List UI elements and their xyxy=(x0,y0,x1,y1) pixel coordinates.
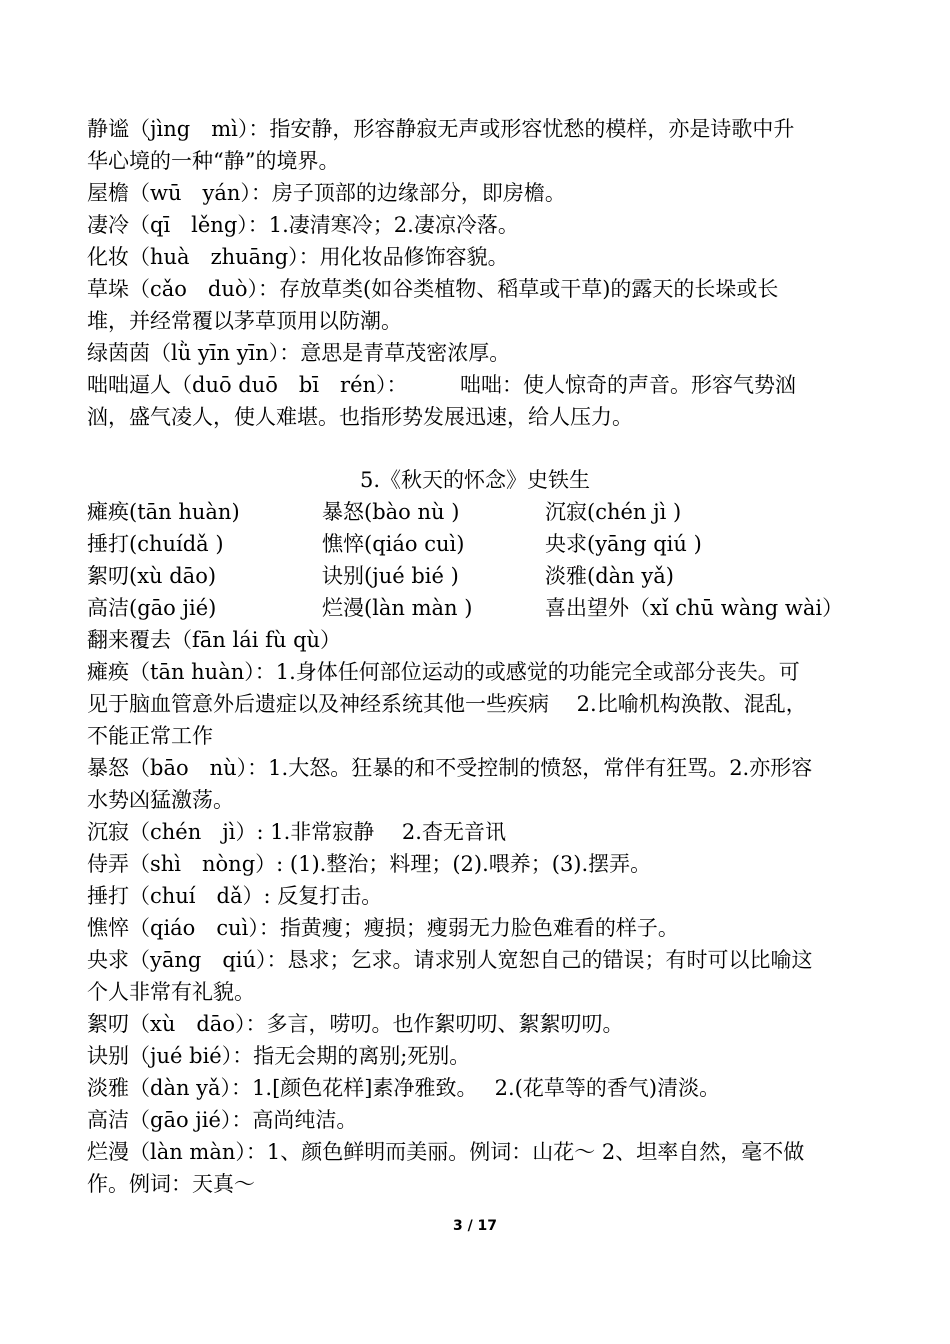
definition-line: 捶打（chuí dǎ）: 反复打击。 xyxy=(87,884,383,908)
vocab-item: 喜出望外（xǐ chū wàng wài） xyxy=(545,596,844,620)
vocab-item: 淡雅(dàn yǎ) xyxy=(545,564,674,588)
vocab-item: 烂漫(làn màn ) xyxy=(322,596,473,620)
page-number: 3 / 17 xyxy=(452,1218,498,1234)
vocab-item: 高洁(gāo jié) xyxy=(87,596,217,620)
vocab-item: 诀别(jué bié ) xyxy=(322,564,459,588)
definition-line: 诀别（jué bié）：指无会期的离别;死别。 xyxy=(87,1044,471,1068)
vocab-item: 絮叨(xù dāo) xyxy=(87,564,217,588)
vocab-item: 暴怒(bào nù ) xyxy=(322,500,460,524)
text-line: 华心境的一种“静”的境界。 xyxy=(87,149,340,173)
text-line: 绿茵茵（lǜ yīn yīn）：意思是青草茂密浓厚。 xyxy=(87,341,511,365)
text-line: 咄咄逼人（duō duō bī rén）： 咄咄：使人惊奇的声音。形容气势汹 xyxy=(87,373,797,397)
text-line: 屋檐（wū yán）：房子顶部的边缘部分，即房檐。 xyxy=(87,181,566,205)
vocab-item: 沉寂(chén jì ) xyxy=(545,500,682,524)
definition-line: 不能正常工作 xyxy=(87,724,213,748)
text-line: 化妆（huà zhuāng）：用化妆品修饰容貌。 xyxy=(87,245,509,269)
definition-line: 作。例词：天真～ xyxy=(87,1172,255,1196)
vocab-item: 瘫痪(tān huàn) xyxy=(87,500,240,524)
definition-line: 水势凶猛激荡。 xyxy=(87,788,234,812)
text-line: 草垛（cǎo duò）：存放草类(如谷类植物、稻草或干草)的露天的长垛或长 xyxy=(87,277,779,301)
definition-line: 憔悴（qiáo cuì）：指黄瘦；瘦损；瘦弱无力脸色难看的样子。 xyxy=(87,916,679,940)
vocab-item: 央求(yāng qiú ) xyxy=(545,532,702,556)
section-title: 5.《秋天的怀念》史铁生 xyxy=(359,468,591,492)
text-line: 静谧（jìng mì）：指安静，形容静寂无声或形容忧愁的模样，亦是诗歌中升 xyxy=(87,117,795,141)
definition-line: 淡雅（dàn yǎ）：1.[颜色花样]素净雅致。 2.(花草等的香气)清淡。 xyxy=(87,1076,721,1100)
vocab-item: 憔悴(qiáo cuì) xyxy=(322,532,465,556)
vocab-item: 翻来覆去（fān lái fù qù） xyxy=(87,628,342,652)
text-line: 堆，并经常覆以茅草顶用以防潮。 xyxy=(87,309,402,333)
definition-line: 暴怒（bāo nù）：1.大怒。狂暴的和不受控制的愤怒，常伴有狂骂。2.亦形容 xyxy=(87,756,813,780)
definition-line: 央求（yāng qiú）：恳求；乞求。请求别人宽恕自己的错误；有时可以比喻这 xyxy=(87,948,813,972)
text-line: 凄冷（qī lěng）：1.凄清寒冷；2.凄凉冷落。 xyxy=(87,213,519,237)
definition-line: 沉寂（chén jì）: 1.非常寂静 2.杳无音讯 xyxy=(87,820,506,844)
text-line: 汹，盛气凌人，使人难堪。也指形势发展迅速，给人压力。 xyxy=(87,405,633,429)
definition-line: 侍弄（shì nòng）: (1).整治；料理；(2).喂养；(3).摆弄。 xyxy=(87,852,652,876)
definition-line: 瘫痪（tān huàn）：1.身体任何部位运动的或感觉的功能完全或部分丧失。可 xyxy=(87,660,800,684)
definition-line: 个人非常有礼貌。 xyxy=(87,980,255,1004)
definition-line: 见于脑血管意外后遗症以及神经系统其他一些疾病 2.比喻机构涣散、混乱， xyxy=(87,692,807,716)
vocab-item: 捶打(chuídǎ ) xyxy=(87,532,224,556)
definition-line: 絮叨（xù dāo）：多言，唠叨。也作絮叨叨、絮絮叨叨。 xyxy=(87,1012,624,1036)
definition-line: 高洁（gāo jié）：高尚纯洁。 xyxy=(87,1108,358,1132)
definition-line: 烂漫（làn màn）：1、颜色鲜明而美丽。例词：山花～ 2、坦率自然，毫不做 xyxy=(87,1140,805,1164)
